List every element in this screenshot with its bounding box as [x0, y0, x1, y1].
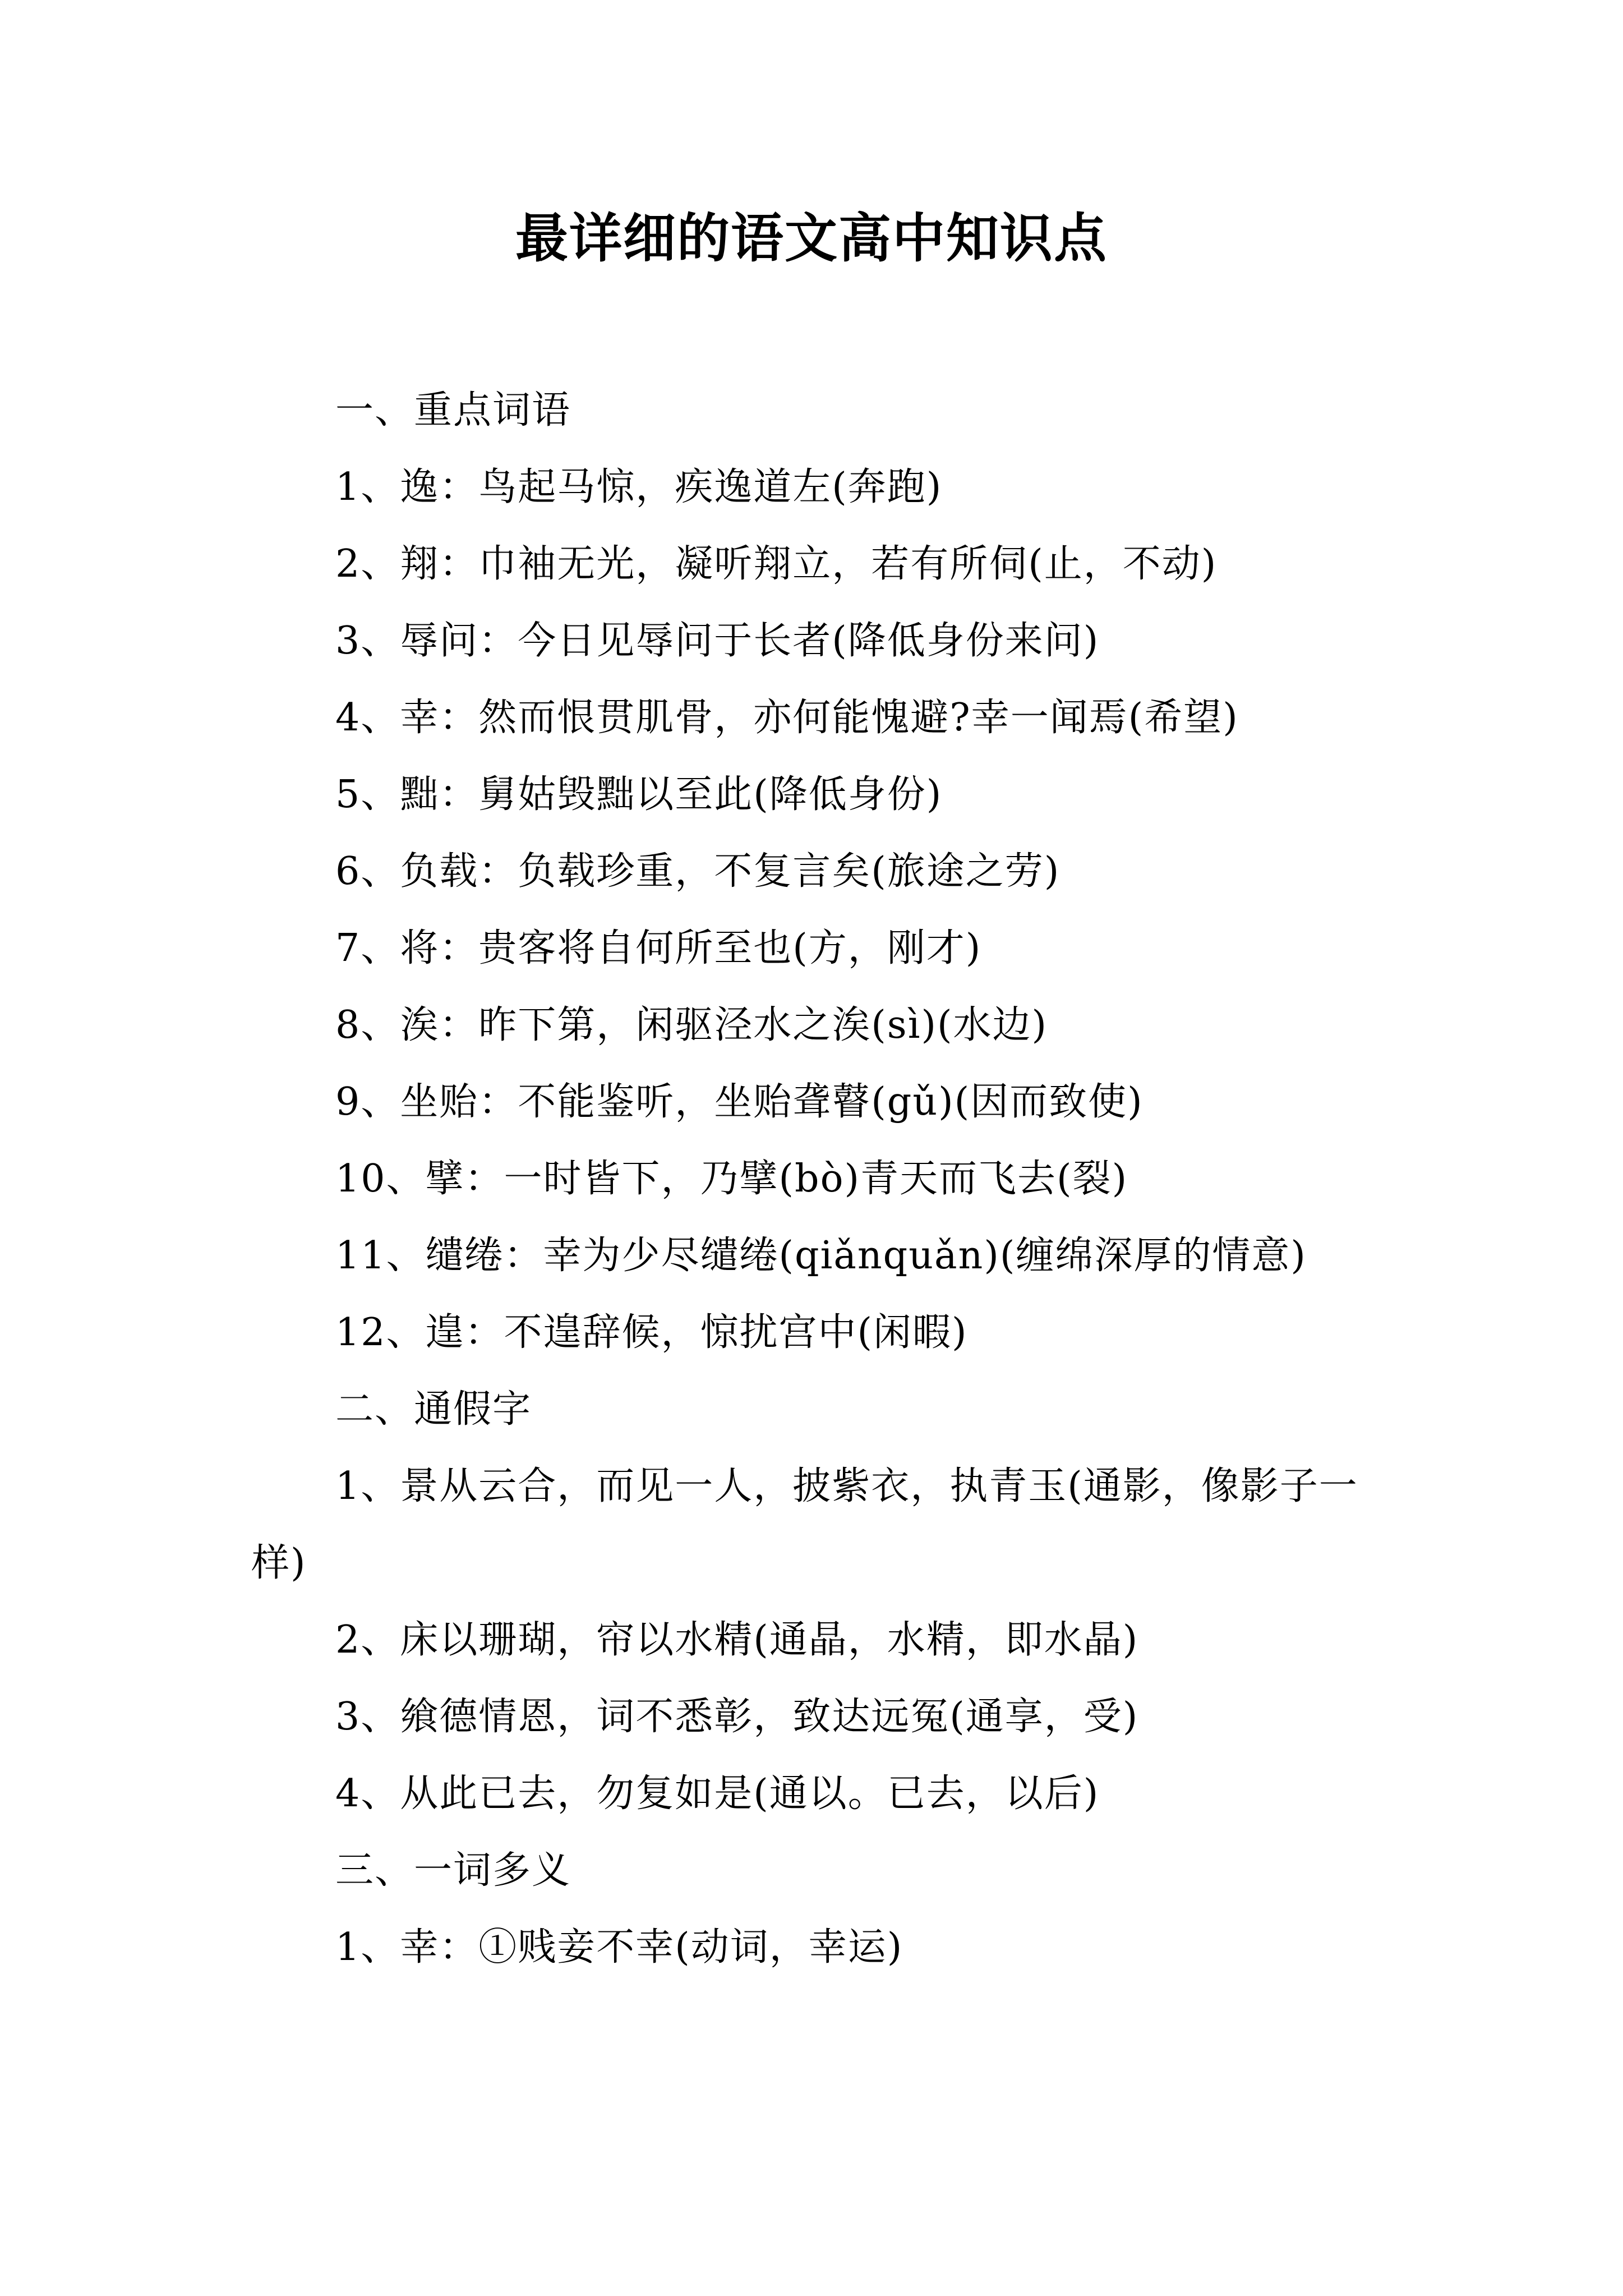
list-item: 1、逸：鸟起马惊，疾逸道左(奔跑): [335, 465, 943, 509]
list-item: 2、床以珊瑚，帘以水精(通晶，水精，即水晶): [335, 1618, 1139, 1662]
section-heading: 二、通假字: [335, 1387, 532, 1432]
document-body: [251, 372, 1389, 1986]
list-item: 4、幸：然而恨贯肌骨，亦何能愧避?幸一闻焉(希望): [335, 696, 1239, 740]
section-heading: 一、重点词语: [335, 388, 571, 432]
list-item: 7、将：贵客将自何所至也(方，刚才): [335, 926, 982, 970]
section-heading: 三、一词多义: [335, 1848, 571, 1893]
list-item: 3、辱问：今日见辱问于长者(降低身份来问): [335, 619, 1100, 663]
list-item: 10、擘：一时皆下，乃擘(bò)青天而飞去(裂): [335, 1157, 1128, 1201]
list-item: 3、飨德情恩，词不悉彰，致达远冤(通享，受): [335, 1695, 1139, 1739]
list-item: 6、负载：负载珍重，不复言矣(旅途之劳): [335, 849, 1061, 894]
list-item: 9、坐贻：不能鉴听，坐贻聋瞽(gǔ)(因而致使): [335, 1080, 1144, 1124]
list-item: 11、缱绻：幸为少尽缱绻(qiǎnquǎn)(缠绵深厚的情意): [335, 1234, 1307, 1278]
list-item: 8、涘：昨下第，闲驱泾水之涘(sì)(水边): [335, 1003, 1048, 1047]
list-item: 5、黜：舅姑毁黜以至此(降低身份): [335, 772, 943, 817]
list-item: 12、遑：不遑辞候，惊扰宫中(闲暇): [335, 1310, 968, 1355]
list-item: 4、从此已去，勿复如是(通以。已去，以后): [335, 1772, 1100, 1816]
list-item: 2、翔：巾袖无光，凝听翔立，若有所伺(止，不动): [335, 542, 1218, 586]
list-item: 1、景从云合，而见一人，披紫衣，执青玉(通影，像影子一样): [251, 1464, 1358, 1585]
document-title: 最详细的语文高中知识点: [515, 208, 1108, 269]
list-item: 1、幸：①贱妾不幸(动词，幸运): [335, 1925, 903, 1970]
